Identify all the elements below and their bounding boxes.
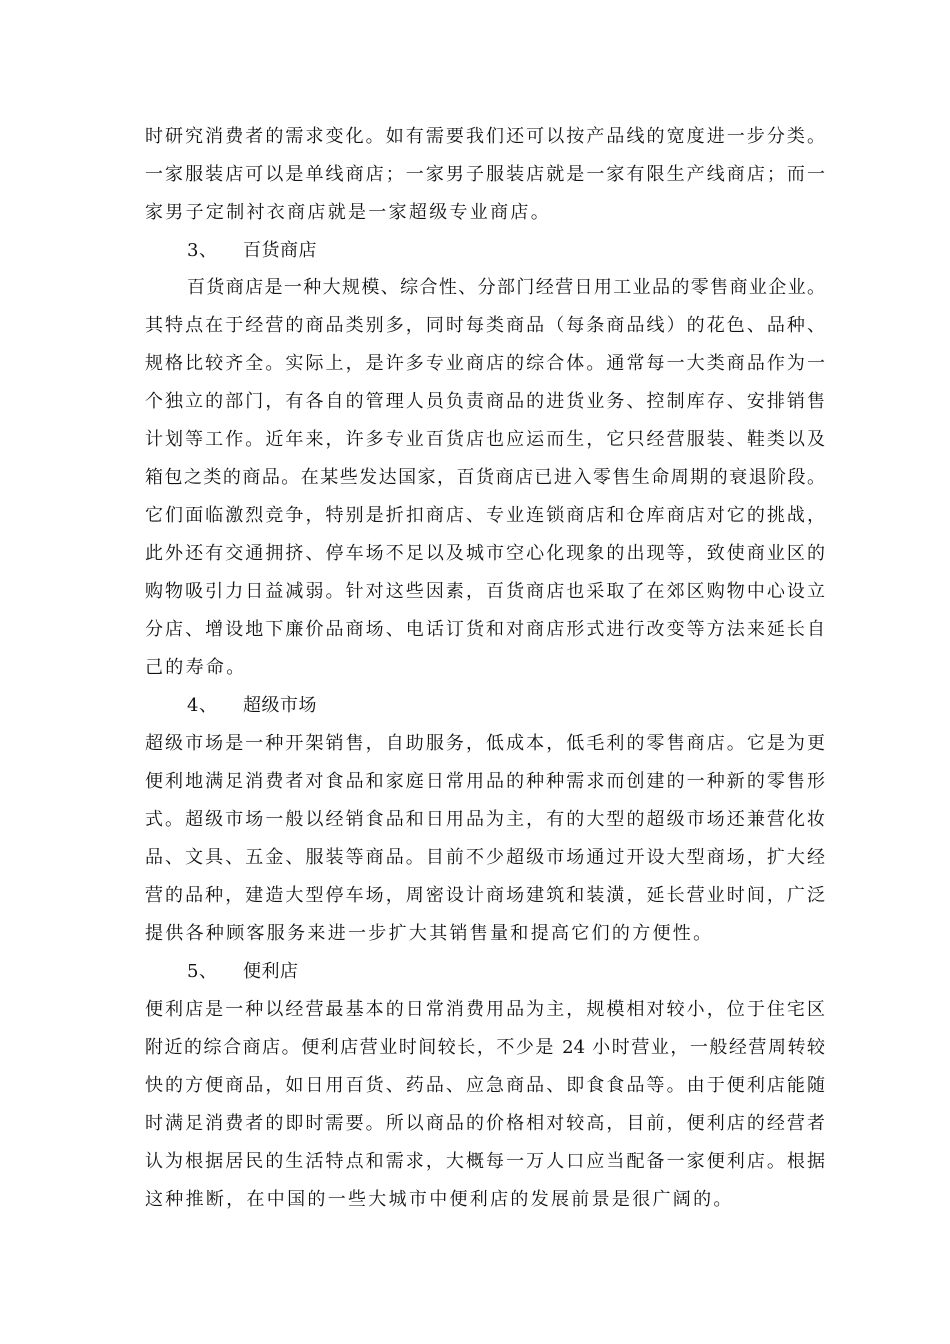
text-line: 家男子定制衬衣商店就是一家超级专业商店。	[145, 202, 551, 223]
text-line: 品、文具、五金、服装等商品。目前不少超级市场通过开设大型商场，扩大经	[145, 847, 825, 868]
text-line: 时满足消费者的即时需要。所以商品的价格相对较高，目前，便利店的经营者	[145, 1113, 825, 1134]
section-number: 5、	[187, 961, 218, 982]
text-line: 便利地满足消费者对食品和家庭日常用品的种种需求而创建的一种新的零售形	[145, 771, 825, 792]
text-line: 购物吸引力日益减弱。针对这些因素，百货商店也采取了在郊区购物中心设立	[145, 581, 825, 602]
text-line: 认为根据居民的生活特点和需求，大概每一万人口应当配备一家便利店。根据	[145, 1151, 825, 1172]
text-line: 百货商店是一种大规模、综合性、分部门经营日用工业品的零售商业企业。	[187, 277, 825, 298]
text-line: 个独立的部门，有各自的管理人员负责商品的进货业务、控制库存、安排销售	[145, 391, 825, 412]
section-number: 4、	[187, 695, 218, 716]
section-number: 3、	[187, 240, 218, 261]
text-line: 箱包之类的商品。在某些发达国家，百货商店已进入零售生命周期的衰退阶段。	[145, 467, 825, 488]
section-heading-4	[187, 692, 867, 720]
text-line: 附近的综合商店。便利店营业时间较长，不少是 24 小时营业，一般经营周转较	[145, 1037, 825, 1058]
text-line: 此外还有交通拥挤、停车场不足以及城市空心化现象的出现等，致使商业区的	[145, 543, 825, 564]
section-title: 百货商店	[243, 240, 317, 261]
text-line: 快的方便商品，如日用百货、药品、应急商品、即食食品等。由于便利店能随	[145, 1075, 825, 1096]
text-line: 超级市场是一种开架销售，自助服务，低成本，低毛利的零售商店。它是为更	[145, 733, 825, 754]
text-line: 便利店是一种以经营最基本的日常消费用品为主，规模相对较小，位于住宅区	[145, 999, 825, 1020]
section-title: 便利店	[243, 961, 299, 982]
text-line: 规格比较齐全。实际上，是许多专业商店的综合体。通常每一大类商品作为一	[145, 353, 825, 374]
section-title: 超级市场	[243, 695, 317, 716]
text-line: 其特点在于经营的商品类别多，同时每类商品（每条商品线）的花色、品种、	[145, 315, 825, 336]
text-line: 一家服装店可以是单线商店；一家男子服装店就是一家有限生产线商店；而一	[145, 164, 825, 185]
text-line: 它们面临激烈竞争，特别是折扣商店、专业连锁商店和仓库商店对它的挑战，	[145, 505, 825, 526]
section-heading-3	[187, 237, 867, 265]
text-line: 计划等工作。近年来，许多专业百货店也应运而生，它只经营服装、鞋类以及	[145, 429, 825, 450]
text-line: 分店、增设地下廉价品商场、电话订货和对商店形式进行改变等方法来延长自	[145, 619, 825, 640]
text-line: 营的品种，建造大型停车场，周密设计商场建筑和装潢，延长营业时间，广泛	[145, 885, 825, 906]
text-line: 这种推断，在中国的一些大城市中便利店的发展前景是很广阔的。	[145, 1189, 734, 1210]
section-heading-5	[187, 958, 867, 986]
text-line: 时研究消费者的需求变化。如有需要我们还可以按产品线的宽度进一步分类。	[145, 126, 825, 147]
text-line: 提供各种顾客服务来进一步扩大其销售量和提高它们的方便性。	[145, 923, 714, 944]
text-line: 己的寿命。	[145, 657, 247, 678]
text-line: 式。超级市场一般以经销食品和日用品为主，有的大型的超级市场还兼营化妆	[145, 809, 825, 830]
